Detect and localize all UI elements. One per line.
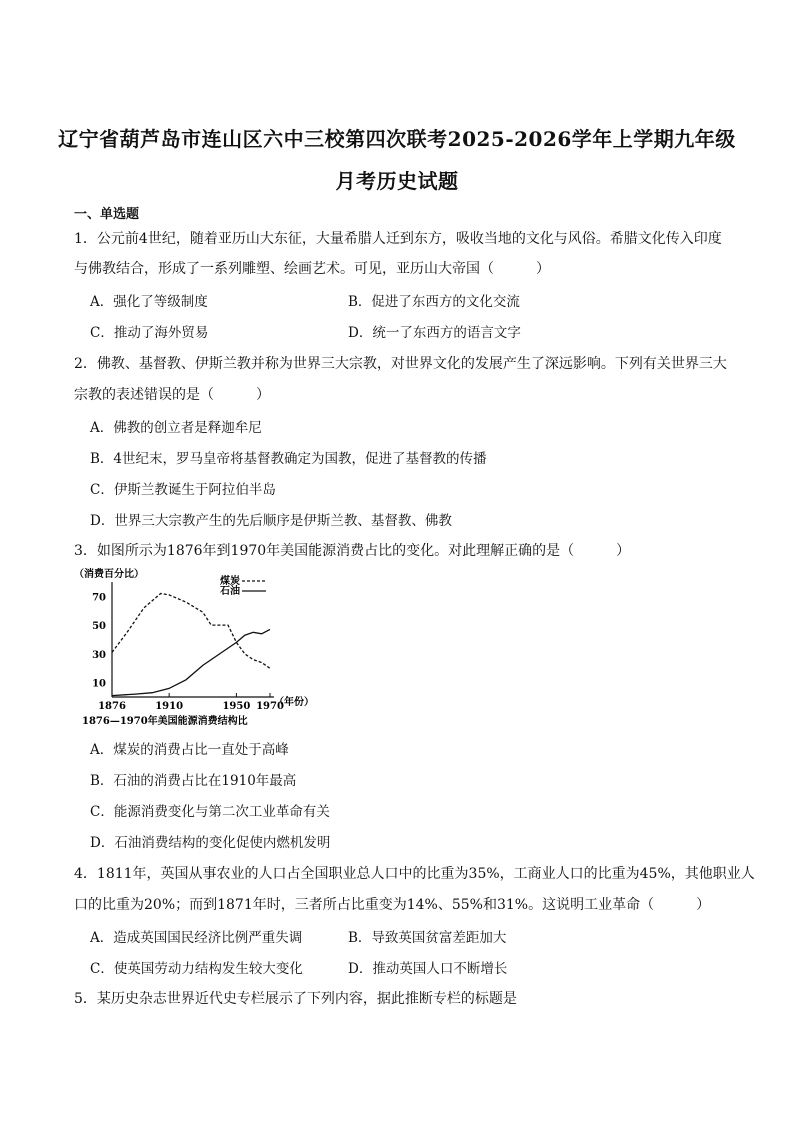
question-4-option-b: B．导致英国贫富差距加大 (348, 930, 507, 946)
page-title: 辽宁省葫芦岛市连山区六中三校第四次联考2025-2026学年上学期九年级 (58, 127, 736, 151)
question-3-option-d: D．石油消费结构的变化促使内燃机发明 (90, 835, 331, 851)
energy-consumption-chart (74, 562, 314, 732)
chart-x-tick-label: 1970 (256, 701, 284, 712)
question-1-line-2: 与佛教结合，形成了一系列雕塑、绘画艺术。可见，亚历山大帝国（ ） (74, 261, 550, 277)
question-3-line-1: 3．如图所示为1876年到1970年美国能源消费占比的变化。对此理解正确的是（ ） (74, 543, 631, 559)
question-4-line-1: 4．1811年，英国从事农业的人口占全国职业总人口中的比重为35%，工商业人口的比重为45%，其他职业人 (74, 866, 755, 882)
chart-series-line-1 (112, 629, 270, 695)
chart-legend-label-0: 煤炭 (220, 576, 240, 587)
chart-y-tick-label: 10 (92, 678, 106, 690)
question-1-option-a: A．强化了等级制度 (90, 294, 208, 310)
question-4-option-c: C．使英国劳动力结构发生较大变化 (90, 961, 303, 977)
question-2-line-2: 宗教的表述错误的是（ ） (74, 387, 270, 403)
chart-y-tick-label: 50 (92, 621, 106, 633)
page-subtitle: 月考历史试题 (335, 169, 459, 193)
chart-x-tick-label: 1950 (222, 701, 251, 712)
chart-y-tick-label: 70 (92, 592, 106, 604)
chart-y-tick-label: 30 (92, 649, 106, 661)
section-label: 一、单选题 (74, 207, 140, 222)
chart-legend-label-1: 石油 (220, 586, 240, 597)
question-5-line-1: 5．某历史杂志世界近代史专栏展示了下列内容，据此推断专栏的标题是 (74, 991, 517, 1007)
chart-title: 1876—1970年美国能源消费结构比 (82, 716, 248, 727)
question-3-option-c: C．能源消费变化与第二次工业革命有关 (90, 804, 330, 820)
question-2-line-1: 2．佛教、基督教、伊斯兰教并称为世界三大宗教，对世界文化的发展产生了深远影响。下列有关世界三大 (74, 356, 727, 372)
question-3-option-a: A．煤炭的消费占比一直处于高峰 (90, 742, 289, 758)
chart-series-line-0 (112, 594, 270, 669)
chart-ylabel: （消费百分比） (74, 569, 144, 580)
question-1-line-1: 1．公元前4世纪，随着亚历山大东征，大量希腊人迁到东方，吸收当地的文化与风俗。希腊文化传入印度 (74, 231, 722, 247)
chart-x-tick-label: 1876 (98, 701, 126, 712)
question-1-option-b: B．促进了东西方的文化交流 (348, 294, 520, 310)
chart-xlabel: （年份） (274, 697, 314, 708)
question-4-line-2: 口的比重为20%；而到1871年时，三者所占比重变为14%、55%和31%。这说明工业革命（ ） (74, 897, 711, 913)
question-4-option-a: A．造成英国国民经济比例严重失调 (90, 930, 303, 946)
question-4-option-d: D．推动英国人口不断增长 (348, 961, 508, 977)
question-1-option-c: C．推动了海外贸易 (90, 325, 209, 341)
question-2-option-a: A．佛教的创立者是释迦牟尼 (90, 420, 262, 436)
question-2-option-b: B．4世纪末，罗马皇帝将基督教确定为国教，促进了基督教的传播 (90, 451, 487, 467)
chart-x-tick-label: 1910 (155, 701, 184, 712)
question-3-option-b: B．石油的消费占比在1910年最高 (90, 773, 297, 789)
question-2-option-d: D．世界三大宗教产生的先后顺序是伊斯兰教、基督教、佛教 (90, 513, 452, 529)
question-2-option-c: C．伊斯兰教诞生于阿拉伯半岛 (90, 482, 276, 498)
question-1-option-d: D．统一了东西方的语言文字 (348, 325, 521, 341)
